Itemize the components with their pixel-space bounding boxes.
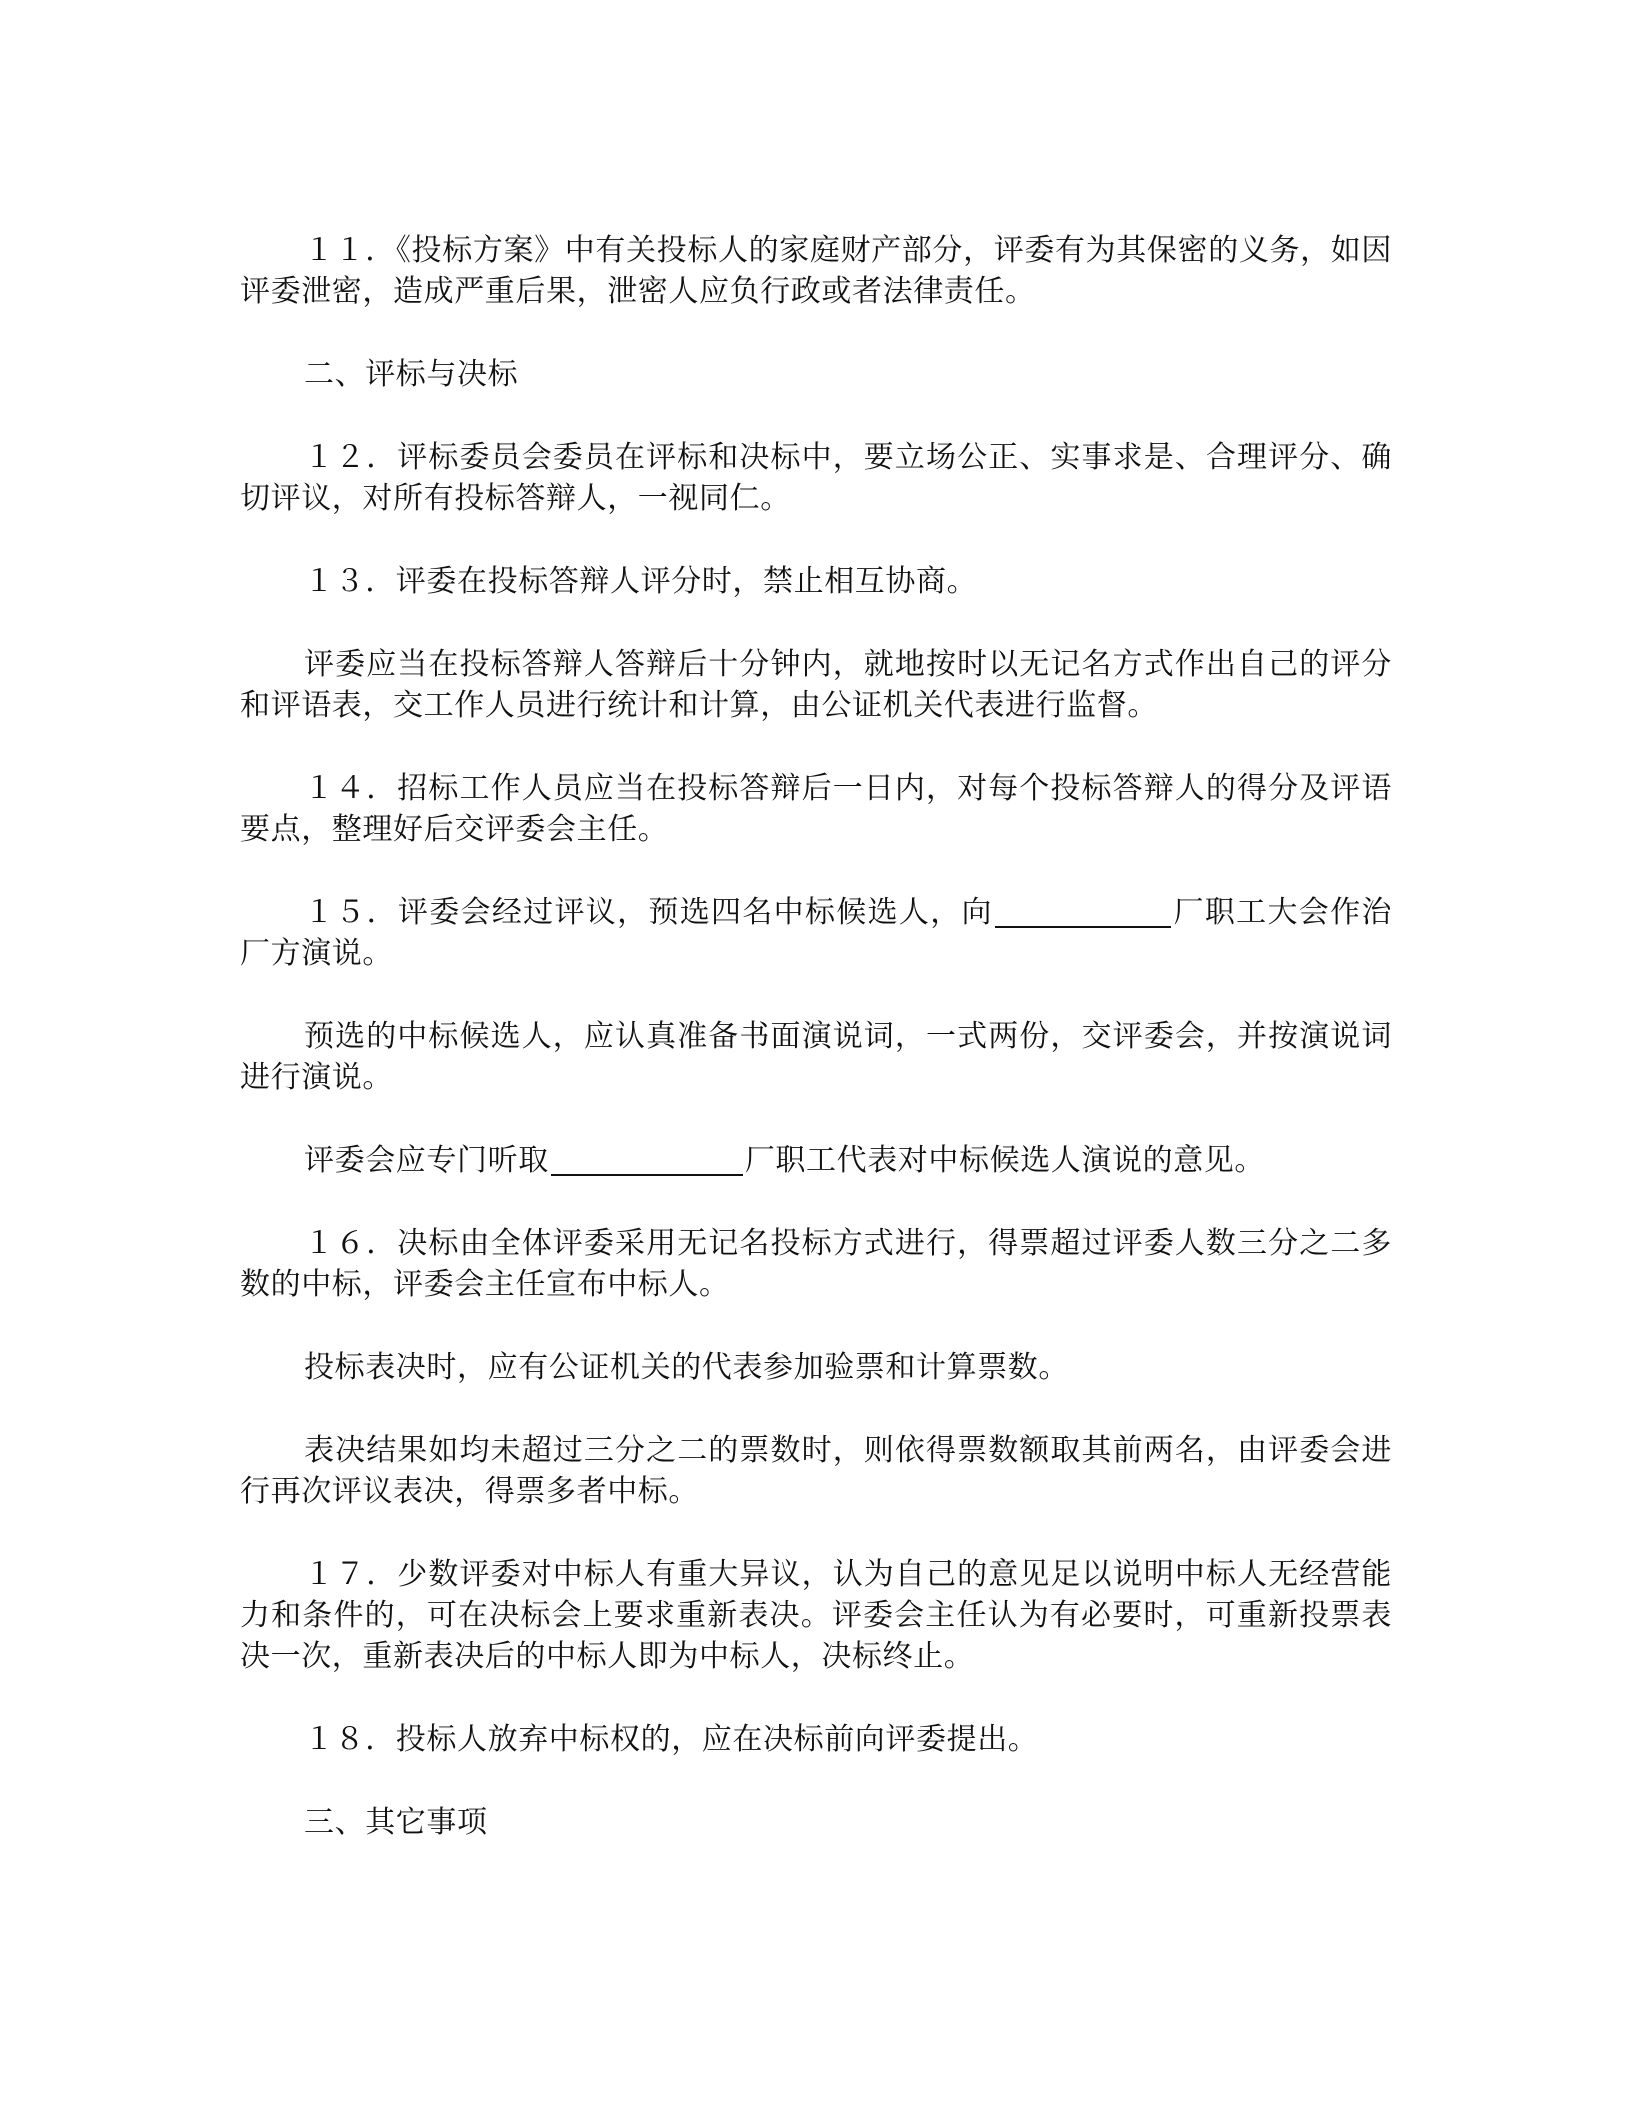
paragraph-18: １８．投标人放弃中标权的，应在决标前向评委提出。 bbox=[304, 1722, 1039, 1757]
fill-in-blank-factory-name bbox=[995, 896, 1171, 928]
paragraph-15-text-after-blank: 厂职工大会作治厂方演说。 bbox=[240, 895, 1392, 971]
paragraph-15c-text-before-blank: 评委会应专门听取 bbox=[304, 1143, 549, 1178]
paragraph-14: １４．招标工作人员应当在投标答辩后一日内，对每个投标答辩人的得分及评语要点，整理好后交评委会主任。 bbox=[240, 771, 1392, 847]
section-heading-other-matters: 三、其它事项 bbox=[304, 1805, 488, 1840]
paragraph-15-text-before-blank: １５．评委会经过评议，预选四名中标候选人，向 bbox=[304, 895, 993, 930]
paragraph-15c-text-after-blank: 厂职工代表对中标候选人演说的意见。 bbox=[744, 1143, 1266, 1178]
fill-in-blank-factory-name-2 bbox=[551, 1144, 743, 1176]
paragraph-16: １６．决标由全体评委采用无记名投标方式进行，得票超过评委人数三分之二多数的中标，评委会主任宣布中标人。 bbox=[240, 1226, 1392, 1302]
paragraph-16-vote-supervision: 投标表决时，应有公证机关的代表参加验票和计算票数。 bbox=[304, 1350, 1069, 1385]
paragraph-15-speech-preparation: 预选的中标候选人，应认真准备书面演说词，一式两份，交评委会，并按演说词进行演说。 bbox=[240, 1019, 1392, 1095]
paragraph-15-hearing-opinions bbox=[240, 1140, 1392, 1181]
paragraph-17: １７．少数评委对中标人有重大异议，认为自己的意见足以说明中标人无经营能力和条件的，可在决标会上要求重新表决。评委会主任认为有必要时，可重新投票表决一次，重新表决后的中标人即为中标人，决标终止。 bbox=[240, 1557, 1392, 1674]
paragraph-13-scoring-time: 评委应当在投标答辩人答辩后十分钟内，就地按时以无记名方式作出自己的评分和评语表，交工作人员进行统计和计算，由公证机关代表进行监督。 bbox=[240, 647, 1392, 723]
paragraph-15 bbox=[240, 892, 1392, 974]
section-heading-review-and-award: 二、评标与决标 bbox=[304, 357, 519, 392]
paragraph-13: １３．评委在投标答辩人评分时，禁止相互协商。 bbox=[304, 564, 978, 599]
paragraph-12: １２．评标委员会委员在评标和决标中，要立场公正、实事求是、合理评分、确切评议，对所有投标答辩人，一视同仁。 bbox=[240, 440, 1392, 516]
paragraph-11: １１．《投标方案》中有关投标人的家庭财产部分，评委有为其保密的义务，如因评委泄密，造成严重后果，泄密人应负行政或者法律责任。 bbox=[240, 233, 1392, 309]
paragraph-16-revote: 表决结果如均未超过三分之二的票数时，则依得票数额取其前两名，由评委会进行再次评议表决，得票多者中标。 bbox=[240, 1433, 1392, 1509]
document-body bbox=[240, 230, 1392, 1885]
